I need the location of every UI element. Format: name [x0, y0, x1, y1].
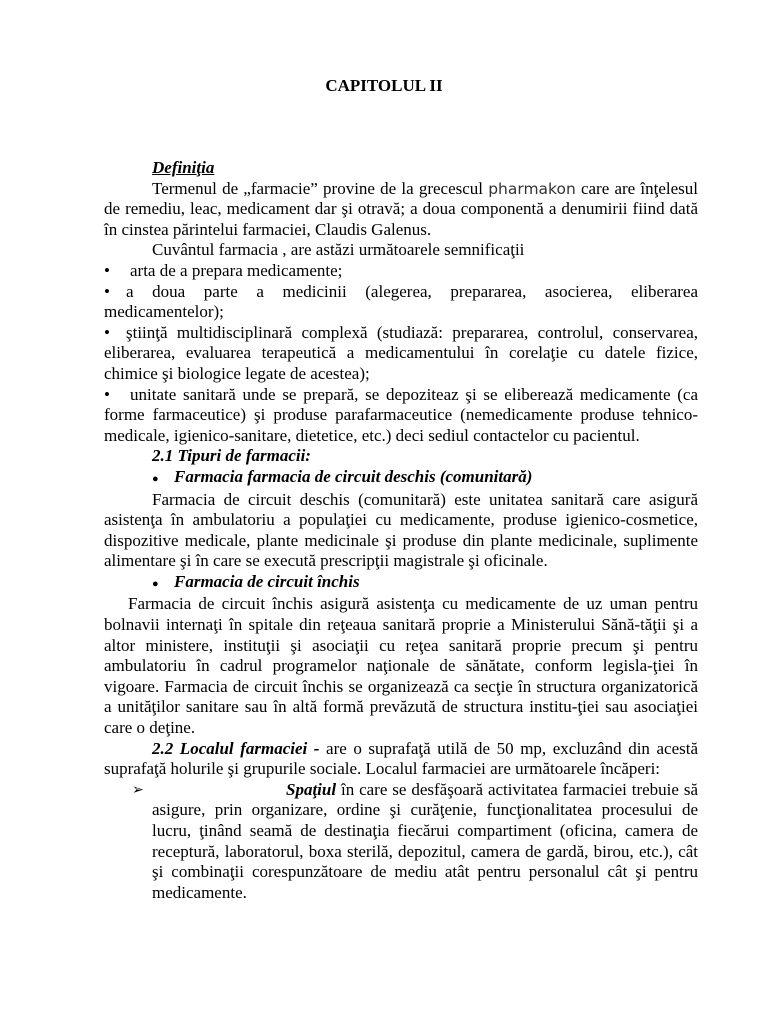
open-circuit-heading: Farmacia farmacia de circuit deschis (comunitară) [174, 466, 533, 486]
closed-circuit-heading-row [104, 572, 698, 595]
section-2-2-paragraph [104, 739, 698, 780]
section-2-2-text: are o suprafaţă utilă de 50 mp, excluzând din acestă suprafaţă holurile şi grupurile sociale. Localul farmaciei are următoarele încăperi: [104, 738, 699, 779]
definition-text-start: Termenul de „farmacie” provine de la grecescul [152, 178, 489, 198]
definition-paragraph [104, 179, 698, 241]
section-2-1-heading: 2.1 Tipuri de farmacii: [152, 446, 311, 466]
open-circuit-paragraph: Farmacia de circuit deschis (comunitară) este unitatea sanitară care asigură asistenţa în ambulatoriu a populaţiei cu medicamente, produse igienico-cosmetice, dispozitive medicale, plante medicinale şi produse din plante medicinale, suplimente alimentare şi în care se execută prescripţii magistrale şi oficinale. [104, 489, 698, 571]
list-item [104, 323, 698, 385]
bullet-icon: • [104, 384, 110, 404]
list-item-text: unitate sanitară unde se prepară, se depoziteaz şi se eliberează medicamente (ca forme farmaceutice) şi produse parafarmaceutice (nemedicamente produse tehnico-medicale, igienico-sanitare, dietetice, etc.) deci sediul contactelor cu pacientul. [104, 384, 698, 445]
space-item [104, 780, 698, 904]
definition-heading: Definiţia [152, 158, 215, 177]
definition-section [104, 158, 698, 903]
space-text: în care se desfăşoară activitatea farmaciei trebuie să asigure, prin organizare, ordine şi curăţenie, funcţionalitatea procesului de lucru, ţinând seamă de destinaţia fiecărui compartiment (oficina, camera de receptură, laboratorul, boxa sterilă, depozitul, camera de gardă, birou, etc.), cât şi combinaţii corespunzătoare de mediu atât pentru personalul cât şi pentru medicamente. [152, 779, 698, 902]
circle-bullet-icon: ● [152, 472, 159, 485]
bullet-icon: • [104, 281, 110, 301]
list-item [104, 385, 698, 447]
bullet-icon: • [104, 322, 110, 342]
list-item [104, 261, 698, 282]
arrow-bullet-icon: ➢ [132, 781, 144, 798]
pharmakon-word: pharmakon [488, 179, 576, 198]
open-circuit-heading-row [104, 467, 698, 490]
list-item-text: arta de a prepara medicamente; [130, 260, 343, 280]
meanings-intro: Cuvântul farmacia , are astăzi următoarele semnificaţii [152, 240, 525, 260]
closed-circuit-heading: Farmacia de circuit închis [174, 571, 360, 591]
space-heading: Spaţiul [286, 779, 337, 799]
list-item-text: a doua parte a medicinii (alegerea, prepararea, asocierea, eliberarea medicamentelor); [104, 281, 698, 322]
bullet-icon: • [104, 260, 110, 280]
list-item-text: ştiinţă multidisciplinară complexă (studiază: prepararea, controlul, conservarea, eliberarea, evaluarea terapeutică a medicamentului în corelaţie cu datele fizice, chimice şi biologice legate de acestea); [104, 322, 698, 383]
definition-text-end: care are înţelesul de remediu, leac, medicament dar şi otravă; a doua componentă a denumirii fiind dată în cinstea părintelui farmaciei, Claudis Galenus. [104, 178, 698, 239]
list-item [104, 282, 698, 323]
closed-circuit-paragraph: Farmacia de circuit închis asigură asistenţa cu medicamente de uz uman pentru bolnavii internaţi în spitale din reţeaua sanitară proprie a Ministerului Sănă-tăţii şi a altor ministere, instituţii şi asociaţii cu reţea sanitară proprie precum şi pentru ambulatoriu în cadrul programelor naţionale de sănătate, conform legisla-ţiei în vigoare. Farmacia de circuit închis se organizează ca secţie în structura organizatorică a unităţilor sanitare sau în altă formă prevăzută de structura institu-ţiei sau asociaţiei care o deţine. [104, 594, 698, 738]
section-2-2-heading: 2.2 Localul farmaciei - [152, 738, 320, 758]
chapter-title: CAPITOLUL II [325, 76, 443, 95]
space-paragraph [152, 780, 698, 904]
circle-bullet-icon: ● [152, 577, 159, 590]
